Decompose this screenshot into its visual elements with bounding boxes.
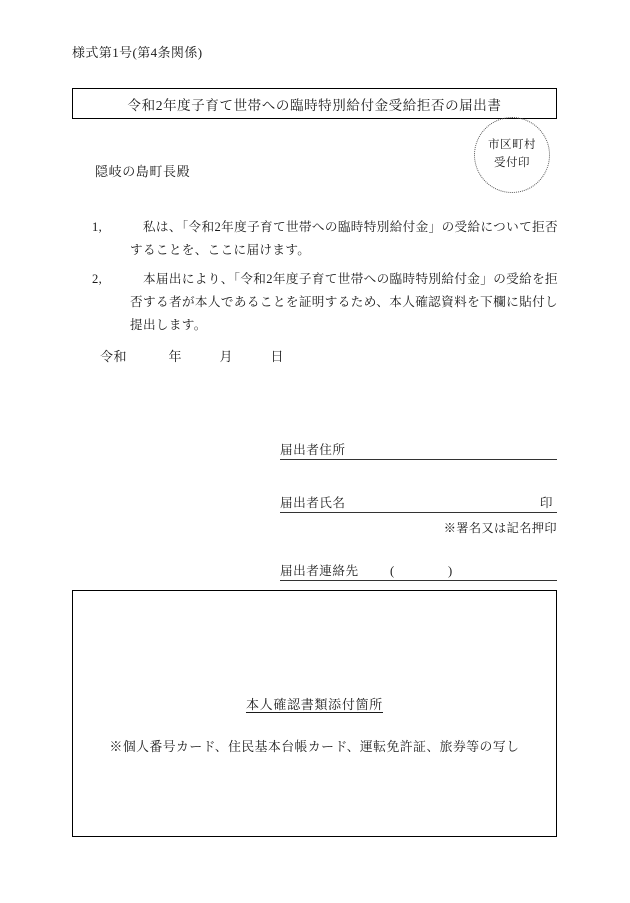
addressee: 隠岐の島町長殿 (95, 164, 191, 179)
spacer (280, 536, 557, 558)
address-field-row[interactable] (280, 437, 557, 460)
form-number: 様式第1号(第4条関係) (72, 45, 203, 60)
receipt-stamp-circle (474, 117, 550, 193)
receipt-stamp-line-1: 市区町村 (488, 139, 536, 152)
paren-open: ( (390, 564, 395, 578)
month-unit: 月 (219, 349, 234, 364)
clause-number: 2, (92, 271, 103, 286)
seal-mark: 印 (539, 496, 553, 510)
attachment-content (73, 694, 556, 755)
contact-field-label: 届出者連絡先 (280, 564, 359, 578)
era-label: 令和 (100, 349, 128, 364)
clause-list (92, 216, 558, 343)
address-field-label: 届出者住所 (280, 443, 346, 457)
title-box (72, 88, 557, 119)
attachment-box[interactable] (72, 590, 557, 837)
contact-field-row[interactable] (280, 558, 557, 581)
attachment-note: ※個人番号カード、住民基本台帳カード、運転免許証、旅券等の写し (109, 740, 520, 754)
day-unit: 日 (270, 349, 285, 364)
clause-text: 本届出により、「令和2年度子育て世帯への臨時特別給付金」の受給を拒否する者が本人であることを証明するため、本人確認資料を下欄に貼付し提出します。 (130, 271, 558, 332)
telephone-parentheses[interactable] (390, 564, 453, 579)
clause-text: 私は、「令和2年度子育て世帯への臨時特別給付金」の受給について拒否することを、ここに届けます。 (130, 220, 558, 257)
name-field-label: 届出者氏名 (280, 496, 346, 510)
attachment-heading: 本人確認書類添付箇所 (245, 697, 383, 712)
spacer (280, 460, 557, 490)
clause-number: 1, (92, 220, 103, 234)
document-title: 令和2年度子育て世帯への臨時特別給付金受給拒否の届出書 (127, 97, 502, 113)
year-unit: 年 (168, 349, 183, 364)
date-line[interactable] (100, 346, 284, 365)
clause-item (92, 268, 558, 337)
receipt-stamp-line-2: 受付印 (494, 157, 530, 169)
clause-item (92, 216, 558, 262)
signature-block (280, 437, 557, 581)
attachment-heading-wrap (73, 694, 556, 714)
seal-note: ※署名又は記名押印 (443, 521, 557, 535)
name-field-row[interactable] (280, 490, 557, 513)
paren-close: ) (448, 564, 453, 578)
